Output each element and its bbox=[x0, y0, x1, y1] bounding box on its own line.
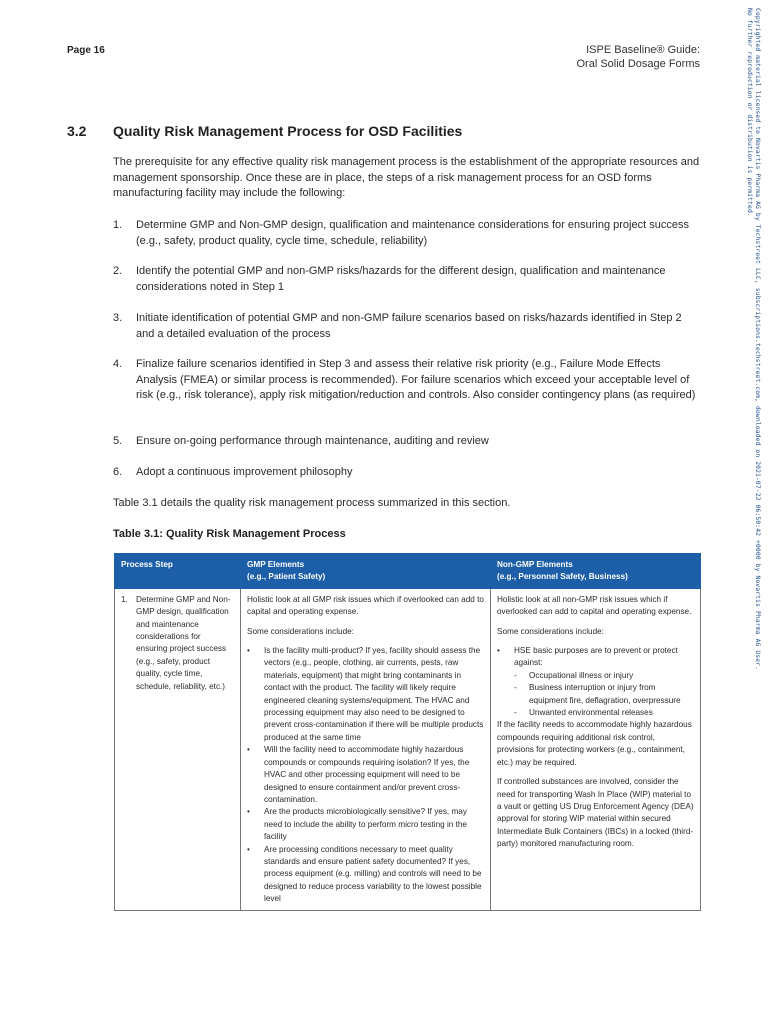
step-number: 1. bbox=[113, 219, 123, 231]
intro-paragraph: The prerequisite for any effective quality risk management process is the establishment of the appropriate resources and management sponsorship. Once these are in place, the steps of a risk management process for an OSD forms manufacturing facility may include the following: bbox=[113, 156, 700, 199]
step-number: 2. bbox=[113, 265, 123, 277]
step-number: 4. bbox=[113, 358, 123, 370]
non-gmp-considerations-label: Some considerations include: bbox=[497, 626, 604, 636]
process-step bbox=[121, 594, 234, 693]
bullet-icon: • bbox=[247, 844, 250, 854]
page-number: Page 16 bbox=[67, 45, 105, 56]
column-header-gmp-elements bbox=[241, 554, 491, 589]
watermark-line1: Copyrighted material licensed to Novartis Pharma AG by Techstreet LLC, subscriptions.techstreet.com, downloaded on 2021-07-22 06:50:42 +0000 by Novartis Pharma AG User. bbox=[754, 8, 761, 671]
step-number: 6. bbox=[113, 466, 123, 478]
column-header-label: GMP Elements bbox=[247, 560, 305, 569]
document-title-line2: Oral Solid Dosage Forms bbox=[576, 58, 700, 70]
dash-icon: - bbox=[514, 683, 517, 693]
section-number: 3.2 bbox=[67, 123, 87, 139]
sublist-item bbox=[514, 707, 694, 719]
sublist-item bbox=[514, 682, 694, 707]
hse-purposes-sublist bbox=[514, 670, 694, 720]
column-header-process-step bbox=[115, 554, 241, 589]
process-step-number: 1. bbox=[121, 594, 128, 604]
non-gmp-considerations-list bbox=[497, 645, 694, 719]
list-item bbox=[247, 844, 484, 906]
list-item bbox=[247, 806, 484, 843]
table-summary-paragraph: Table 3.1 details the quality risk management process summarized in this section. bbox=[113, 497, 511, 509]
non-gmp-hazardous-text: If the facility needs to accommodate highly hazardous compounds requiring additional risk control, provisions for protecting workers (e.g., containment, etc.) may be required. bbox=[497, 720, 692, 767]
step-number: 5. bbox=[113, 435, 123, 447]
quality-risk-management-table bbox=[114, 553, 701, 911]
column-header-sublabel: (e.g., Personnel Safety, Business) bbox=[497, 572, 628, 582]
list-item-text: Are processing conditions necessary to meet quality standards and ensure patient safety documented? If yes, process equipment (e.g. milling) and controls will need to be designed to reduce process variability to the lowest possible level bbox=[264, 844, 482, 904]
sublist-item-text: Business interruption or injury from equipment fire, deflagration, overpressure bbox=[529, 683, 681, 705]
list-item bbox=[247, 744, 484, 806]
table-caption: Table 3.1: Quality Risk Management Process bbox=[113, 528, 346, 540]
document-title bbox=[577, 43, 701, 71]
sublist-item bbox=[514, 670, 694, 682]
list-item-text: HSE basic purposes are to prevent or protect against: bbox=[514, 646, 678, 668]
column-header-non-gmp-elements bbox=[491, 554, 701, 589]
step-text: Finalize failure scenarios identified in Step 3 and assess their relative risk priority (e.g., Failure Mode Effects Analysis (FMEA) or similar process is recommended). For failure scenarios which exceed your acceptable level of risk (e.g., risk tolerance), apply risk mitigation/reduction and controls. Also consider contingency plans (as required) bbox=[136, 358, 696, 401]
step-text: Identify the potential GMP and non-GMP risks/hazards for the different design, qualification and maintenance considerations noted in Step 1 bbox=[136, 265, 666, 293]
sublist-item-text: Occupational illness or injury bbox=[529, 670, 634, 680]
bullet-icon: • bbox=[497, 646, 500, 656]
list-item bbox=[497, 645, 694, 719]
column-header-label: Process Step bbox=[121, 560, 173, 569]
document-title-line1: ISPE Baseline® Guide: bbox=[586, 44, 700, 56]
gmp-considerations-list bbox=[247, 645, 484, 906]
process-step-cell bbox=[115, 588, 241, 910]
column-header-sublabel: (e.g., Patient Safety) bbox=[247, 572, 326, 582]
bullet-icon: • bbox=[247, 807, 250, 817]
dash-icon: - bbox=[514, 670, 517, 680]
copyright-watermark bbox=[738, 8, 766, 671]
table-row bbox=[115, 588, 701, 910]
watermark-line2: No further reproduction or distribution is permitted. bbox=[746, 8, 753, 217]
gmp-considerations-label: Some considerations include: bbox=[247, 626, 354, 636]
section-title: Quality Risk Management Process for OSD Facilities bbox=[113, 123, 463, 139]
table-header-row bbox=[115, 554, 701, 589]
step-number: 3. bbox=[113, 312, 123, 324]
column-header-label: Non-GMP Elements bbox=[497, 560, 573, 569]
list-item-text: Is the facility multi-product? If yes, facility should assess the vectors (e.g., people, clothing, air currents, pests, raw materials, equipment) that might bring contaminants in contact with the product. The facility will likely require engineered cleaning systems/equipment. The HVAC and processing equipment may also need to be designed to prevent cross-contamination if there will be multiple products produced at the same time bbox=[264, 646, 484, 742]
gmp-intro-text: Holistic look at all GMP risk issues which if overlooked can add to capital and operating expense. bbox=[247, 594, 484, 617]
non-gmp-elements-cell bbox=[491, 588, 701, 910]
gmp-elements-cell bbox=[241, 588, 491, 910]
non-gmp-intro-text: Holistic look at all non-GMP risk issues which if overlooked can add to capital and operating expense. bbox=[497, 594, 692, 617]
bullet-icon: • bbox=[247, 646, 250, 656]
non-gmp-controlled-substances-text: If controlled substances are involved, consider the need for transporting Wash In Place (WIP) material to a vault or getting US Drug Enforcement Agency (DEA) approval for storing WIP material within secured Intermediate Bulk Containers (IBCs) in a locked (third-party) monitored manufacturing room. bbox=[497, 777, 694, 849]
dash-icon: - bbox=[514, 708, 517, 718]
process-step-text: Determine GMP and Non-GMP design, qualification and maintenance considerations for ensuring project success (e.g., safety, product quality, cycle time, schedule, reliability, etc.) bbox=[136, 594, 231, 691]
list-item bbox=[247, 645, 484, 744]
list-item-text: Will the facility need to accommodate highly hazardous compounds or compounds requiring isolation? If yes, the HVAC and other processing equipment will need to be designed to ensure containment and/or prevent cross-contamination. bbox=[264, 745, 470, 804]
step-text: Ensure on-going performance through maintenance, auditing and review bbox=[136, 435, 489, 447]
step-text: Determine GMP and Non-GMP design, qualification and maintenance considerations for ensuring project success (e.g., safety, product quality, cycle time, schedule, reliability) bbox=[136, 219, 689, 247]
sublist-item-text: Unwanted environmental releases bbox=[529, 708, 653, 718]
bullet-icon: • bbox=[247, 745, 250, 755]
list-item-text: Are the products microbiologically sensitive? If yes, may need to include the ability to perform micro testing in the facility bbox=[264, 807, 467, 842]
step-text: Adopt a continuous improvement philosophy bbox=[136, 466, 353, 478]
step-text: Initiate identification of potential GMP and non-GMP failure scenarios based on risks/hazards identified in Step 2 and a detailed evaluation of the process bbox=[136, 312, 682, 340]
